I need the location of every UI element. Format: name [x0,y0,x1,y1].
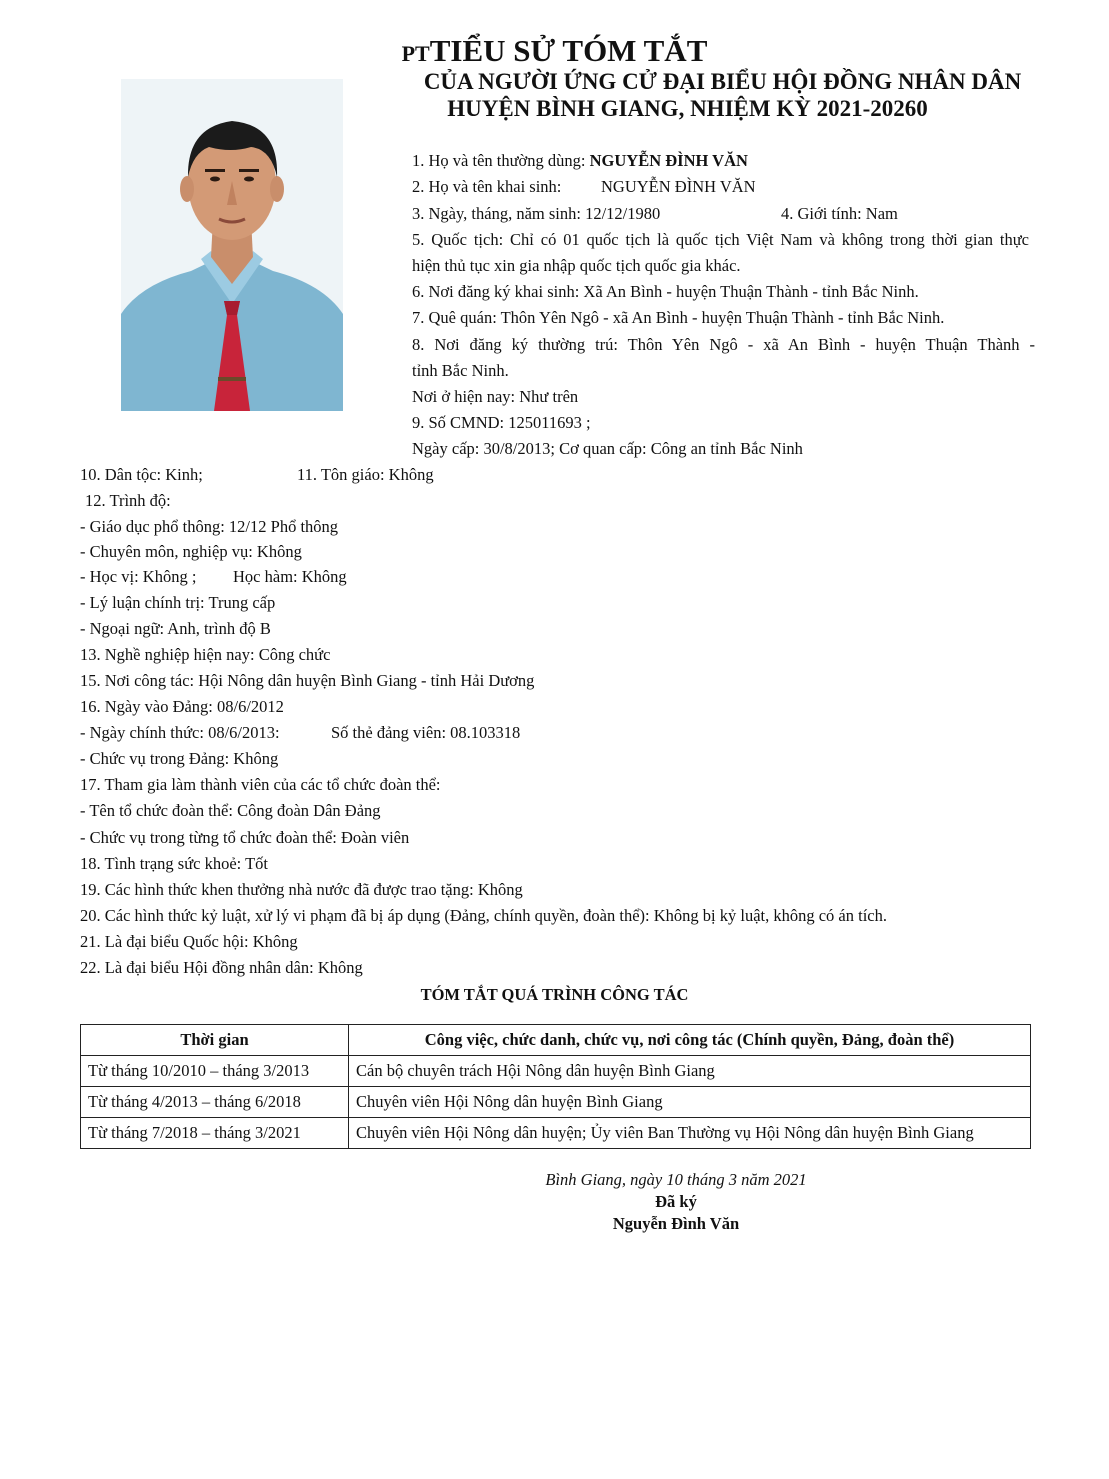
field-9-id-issue: Ngày cấp: 30/8/2013; Cơ quan cấp: Công an tỉnh Bắc Ninh [412,439,803,458]
current-residence: Nơi ở hiện nay: Như trên [412,387,579,406]
table-cell-job: Cán bộ chuyên trách Hội Nông dân huyện Bình Giang [349,1056,1031,1087]
field-17-organization-position: - Chức vụ trong từng tổ chức đoàn thể: Đoàn viên [80,828,410,847]
field-21-national-assembly: 21. Là đại biểu Quốc hội: Không [80,932,298,951]
field-12-profession: - Chuyên môn, nghiệp vụ: Không [80,542,302,561]
field-1-common-name [412,151,748,171]
title-text: TIỂU SỬ TÓM TẮT [429,33,708,68]
table-row [81,1087,1031,1118]
table-cell-time: Từ tháng 10/2010 – tháng 3/2013 [81,1056,349,1087]
field-2-birth-name-value: NGUYỄN ĐÌNH VĂN [601,177,756,196]
field-12-degree: - Học vị: Không ; [80,567,197,586]
field-4-gender: 4. Giới tính: Nam [781,204,898,223]
field-22-people-council: 22. Là đại biểu Hội đồng nhân dân: Không [80,958,363,977]
field-5-nationality-line-1: 5. Quốc tịch: Chỉ có 01 quốc tịch là quốc tịch Việt Nam và không trong thời gian thực [412,230,1029,249]
field-12-academic-title: Học hàm: Không [233,567,347,586]
portrait-illustration [121,79,343,411]
portrait-photo [121,79,343,411]
field-11-religion: 11. Tôn giáo: Không [297,465,434,484]
column-header-job: Công việc, chức danh, chức vụ, nơi công tác (Chính quyền, Đảng, đoàn thể) [349,1025,1031,1056]
table-cell-job: Chuyên viên Hội Nông dân huyện Bình Giang [349,1087,1031,1118]
signature-name: Nguyễn Đình Văn [612,1214,740,1233]
field-9-id-number: 9. Số CMND: 125011693 ; [412,413,591,432]
table-row [81,1056,1031,1087]
document-subtitle-1: CỦA NGƯỜI ỨNG CỬ ĐẠI BIỂU HỘI ĐỒNG NHÂN DÂN [423,69,1022,94]
signature-signed: Đã ký [655,1192,697,1211]
field-8-residence-line-1: 8. Nơi đăng ký thường trú: Thôn Yên Ngô - xã An Bình - huyện Thuận Thành - [412,335,1035,354]
field-17-organizations: 17. Tham gia làm thành viên của các tổ chức đoàn thể: [80,775,441,794]
signature-place-date: Bình Giang, ngày 10 tháng 3 năm 2021 [545,1170,807,1189]
field-1-label: 1. Họ và tên thường dùng: [412,151,590,170]
field-17-organization-name: - Tên tổ chức đoàn thể: Công đoàn Dân Đảng [80,801,381,820]
work-history-table [80,1024,1031,1149]
table-row [81,1118,1031,1149]
field-2-birth-name-label: 2. Họ và tên khai sinh: [412,177,562,196]
column-header-time: Thời gian [81,1025,349,1056]
field-3-birth-date: 3. Ngày, tháng, năm sinh: 12/12/1980 [412,204,661,223]
field-16-party-card: Số thẻ đảng viên: 08.103318 [331,723,521,742]
work-history-title: TÓM TẮT QUÁ TRÌNH CÔNG TÁC [420,985,689,1004]
field-18-health: 18. Tình trạng sức khoẻ: Tốt [80,854,268,873]
field-12-political-theory: - Lý luận chính trị: Trung cấp [80,593,276,612]
document-subtitle-2: HUYỆN BÌNH GIANG, NHIỆM KỲ 2021-20260 [447,96,928,121]
table-cell-time: Từ tháng 4/2013 – tháng 6/2018 [81,1087,349,1118]
field-20-discipline: 20. Các hình thức kỷ luật, xử lý vi phạm đã bị áp dụng (Đảng, chính quyền, đoàn thể): Không bị kỷ luật, không có án tích. [80,906,887,925]
field-8-residence-line-2: tỉnh Bắc Ninh. [412,361,509,380]
field-5-nationality-line-2: hiện thủ tục xin gia nhập quốc tịch quốc gia khác. [412,256,741,275]
field-7-hometown: 7. Quê quán: Thôn Yên Ngô - xã An Bình - huyện Thuận Thành - tỉnh Bắc Ninh. [412,308,945,327]
field-15-workplace: 15. Nơi công tác: Hội Nông dân huyện Bình Giang - tỉnh Hải Dương [80,671,535,690]
field-16-party-join-date: 16. Ngày vào Đảng: 08/6/2012 [80,697,284,716]
field-12-general-education: - Giáo dục phổ thông: 12/12 Phổ thông [80,517,339,536]
document-title [0,33,1109,69]
table-cell-time: Từ tháng 7/2018 – tháng 3/2021 [81,1118,349,1149]
field-16-official-date: - Ngày chính thức: 08/6/2013: [80,723,280,742]
field-19-awards: 19. Các hình thức khen thưởng nhà nước đã được trao tặng: Không [80,880,523,899]
field-12-education: 12. Trình độ: [85,491,171,510]
field-1-value: NGUYỄN ĐÌNH VĂN [589,151,748,170]
field-13-occupation: 13. Nghề nghiệp hiện nay: Công chức [80,645,331,664]
field-12-foreign-language: - Ngoại ngữ: Anh, trình độ B [80,619,271,638]
title-prefix: PT [401,41,430,66]
field-10-ethnicity: 10. Dân tộc: Kinh; [80,465,203,484]
field-6-birth-registration: 6. Nơi đăng ký khai sinh: Xã An Bình - huyện Thuận Thành - tỉnh Bắc Ninh. [412,282,919,301]
table-cell-job: Chuyên viên Hội Nông dân huyện; Ủy viên Ban Thường vụ Hội Nông dân huyện Bình Giang [349,1118,1031,1149]
field-16-party-position: - Chức vụ trong Đảng: Không [80,749,279,768]
table-header-row [81,1025,1031,1056]
